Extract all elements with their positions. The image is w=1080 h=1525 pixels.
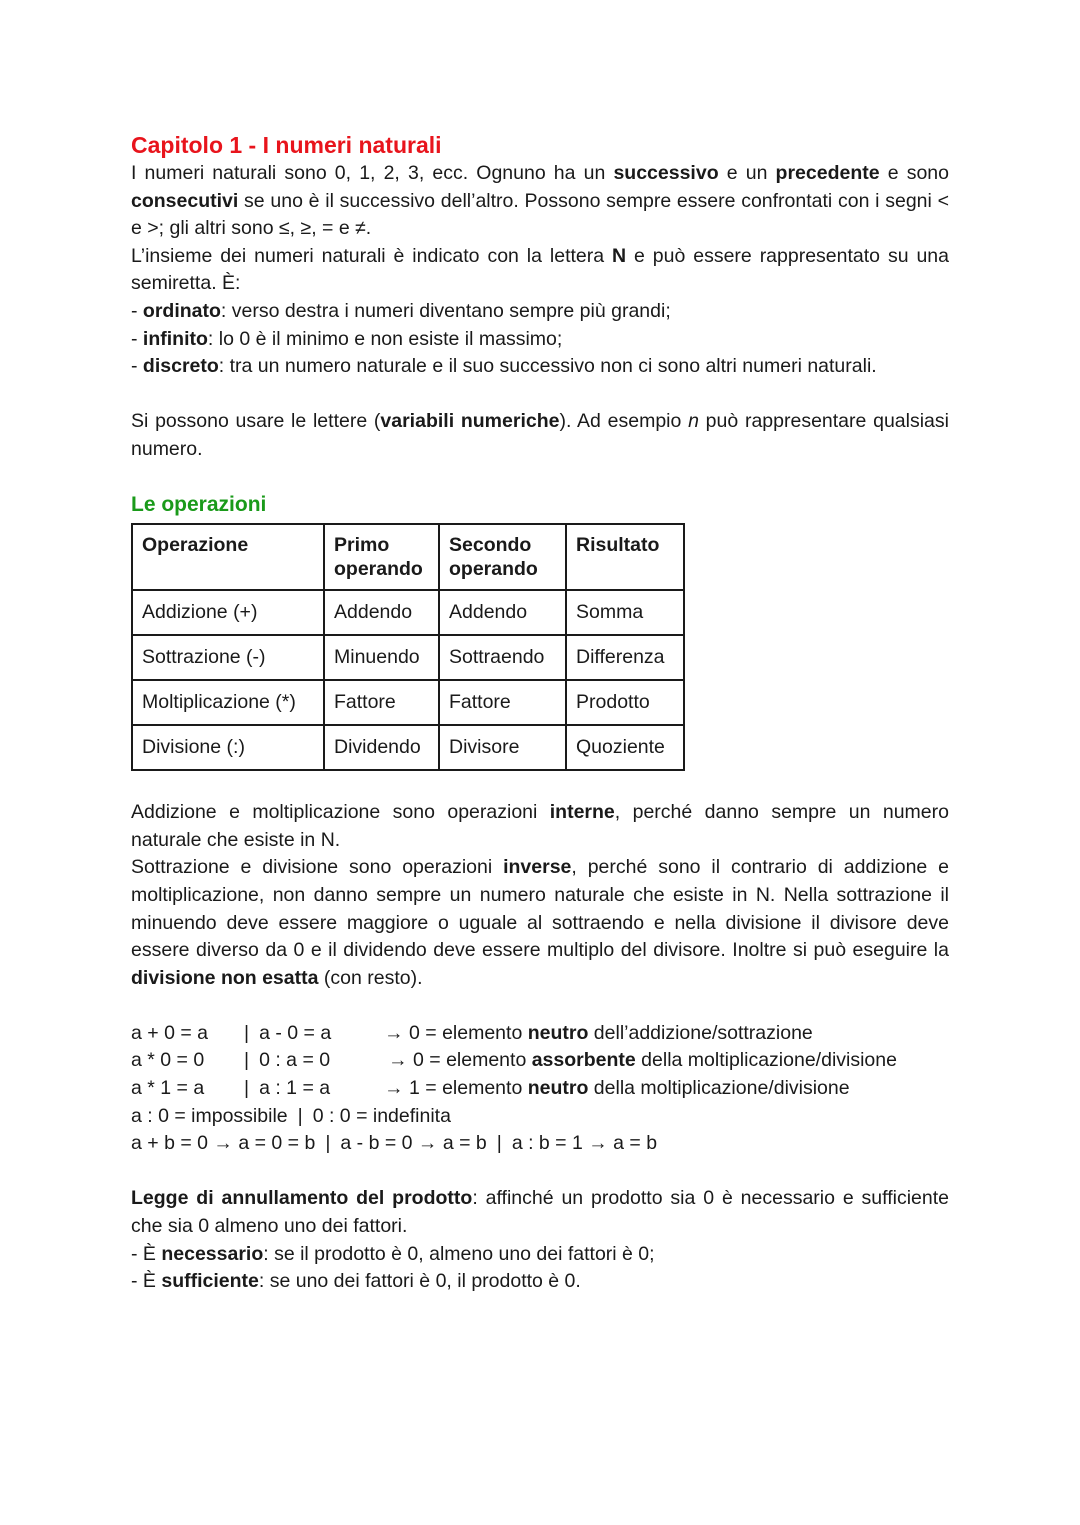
table-cell: Addizione (+) — [132, 590, 324, 635]
rule-term: neutro — [527, 1021, 589, 1044]
spacer — [131, 381, 949, 409]
table-cell: Moltiplicazione (*) — [132, 680, 324, 725]
table-cell: Prodotto — [566, 680, 684, 725]
text: Si possono usare le lettere ( — [131, 410, 381, 433]
table-cell: Sottraendo — [439, 635, 566, 680]
spacer — [131, 992, 949, 1020]
table-row — [132, 680, 684, 725]
formula: a * 0 = 0 — [131, 1049, 205, 1072]
rule-line — [131, 1020, 949, 1048]
formula: a : b = 1 → a = b — [511, 1132, 658, 1155]
variable-n: n — [688, 410, 699, 433]
table-row — [132, 725, 684, 770]
table-cell: Divisione (:) — [132, 725, 324, 770]
document-page — [131, 130, 949, 1296]
set-paragraph — [131, 243, 949, 298]
law-text: : se uno dei fattori è 0, il prodotto è 0. — [258, 1270, 581, 1293]
text: ). Ad esempio — [559, 410, 689, 433]
table-cell: Addendo — [439, 590, 566, 635]
table-cell: Dividendo — [324, 725, 439, 770]
text: e un — [718, 162, 776, 184]
law-item — [131, 1268, 949, 1296]
bullet: - — [131, 299, 143, 322]
rule-line — [131, 1047, 949, 1075]
table-cell: Divisore — [439, 725, 566, 770]
text: Addizione e moltiplicazione sono operazioni — [131, 801, 550, 824]
property-text: : verso destra i numeri diventano sempre più grandi; — [220, 299, 671, 322]
rule-line — [131, 1103, 949, 1131]
rule-note: dell’addizione/sottrazione — [588, 1021, 813, 1044]
variables-paragraph — [131, 408, 949, 463]
formula: a - b = 0 → a = b — [340, 1132, 487, 1155]
law-item — [131, 1241, 949, 1269]
text: , perché sono il contrario di addizione e moltiplicazione, non danno sempre un numero naturale che esiste in N. Nella sottrazione il minuendo deve essere maggiore o uguale al sottraendo e nella divisione il divisore deve essere diverso da 0 e il dividendo deve essere multiplo del divisore. Inoltre si può eseguire la — [131, 856, 950, 962]
text: e può essere rappresentato su una semiretta. È: — [131, 244, 949, 295]
header-cell: Secondo operando — [439, 524, 566, 590]
text: e sono — [879, 162, 949, 184]
formula: a * 1 = a — [131, 1077, 205, 1100]
term-consecutivi: consecutivi — [131, 189, 239, 212]
rule-note: → 1 = elemento — [384, 1077, 528, 1100]
rule-note: → 0 = elemento — [384, 1021, 528, 1044]
header-cell: Primo operando — [324, 524, 439, 590]
set-symbol-n: N — [612, 244, 627, 267]
text: L’insieme dei numeri naturali è indicato con la lettera — [131, 244, 613, 267]
spacer — [131, 771, 949, 799]
term-interne: interne — [549, 801, 615, 824]
bullet: - — [131, 355, 143, 378]
header-cell: Risultato — [566, 524, 684, 590]
property-text: : tra un numero naturale e il suo successivo non ci sono altri numeri naturali. — [218, 355, 877, 378]
section-title: Le operazioni — [131, 493, 267, 517]
table-row — [132, 590, 684, 635]
rules-block — [131, 1020, 949, 1158]
internal-operations-paragraph — [131, 799, 949, 854]
formula: 0 : a = 0 — [259, 1049, 331, 1072]
property-item — [131, 353, 949, 381]
table-cell: Fattore — [439, 680, 566, 725]
spacer — [131, 464, 949, 492]
property-list — [131, 298, 949, 381]
property-text: : lo 0 è il minimo e non esiste il massimo; — [207, 327, 563, 350]
table-cell: Quoziente — [566, 725, 684, 770]
intro-paragraph — [131, 160, 949, 243]
table-cell: Fattore — [324, 680, 439, 725]
operations-table — [131, 523, 685, 771]
formula: a : 1 = a — [259, 1077, 331, 1100]
formula: 0 : 0 = indefinita — [312, 1104, 451, 1127]
table-cell: Minuendo — [324, 635, 439, 680]
law-paragraph — [131, 1185, 949, 1240]
formula: a + 0 = a — [131, 1021, 208, 1044]
separator: | — [244, 1049, 250, 1072]
law-title: Legge di annullamento del prodotto — [131, 1187, 473, 1210]
table-cell: Differenza — [566, 635, 684, 680]
inverse-operations-paragraph — [131, 854, 949, 992]
spacer — [131, 1158, 949, 1186]
rule-term: assorbente — [531, 1049, 636, 1072]
text: I numeri naturali sono 0, 1, 2, 3, ecc. Ognuno ha un — [131, 162, 614, 184]
rule-note: → 0 = elemento — [388, 1049, 532, 1072]
formula: a + b = 0 → a = 0 = b — [131, 1132, 316, 1155]
term-divisione-non-esatta: divisione non esatta — [131, 966, 319, 989]
table-cell: Somma — [566, 590, 684, 635]
law-text: : se il prodotto è 0, almeno uno dei fattori è 0; — [263, 1242, 655, 1265]
bullet: - È — [131, 1270, 162, 1293]
separator: | — [244, 1021, 250, 1044]
text: : affinché un prodotto sia 0 è necessario e sufficiente che sia 0 almeno uno dei fattori. — [131, 1187, 950, 1238]
rule-line — [131, 1075, 949, 1103]
rule-term: neutro — [527, 1077, 589, 1100]
text: se uno è il successivo dell’altro. Possono sempre essere confrontati con i segni < e >; gli altri sono ≤, ≥, = e ≠. — [131, 189, 949, 240]
text: può rappresentare qualsiasi numero. — [131, 410, 949, 460]
bullet: - È — [131, 1242, 162, 1265]
rule-line — [131, 1130, 949, 1158]
term-variabili-numeriche: variabili numeriche — [380, 410, 560, 433]
term-inverse: inverse — [503, 856, 572, 879]
bullet: - — [131, 327, 143, 350]
text: (con resto). — [318, 966, 423, 989]
property-item — [131, 298, 949, 326]
rule-note: della moltiplicazione/divisione — [635, 1049, 897, 1072]
property-term: discreto — [142, 355, 219, 378]
separator: | — [496, 1132, 502, 1155]
property-term: ordinato — [142, 299, 221, 322]
table-cell: Sottrazione (-) — [132, 635, 324, 680]
rule-note: della moltiplicazione/divisione — [588, 1077, 850, 1100]
separator: | — [325, 1132, 331, 1155]
term-precedente: precedente — [775, 162, 880, 184]
separator: | — [297, 1104, 303, 1127]
term-successivo: successivo — [613, 162, 719, 184]
table-cell: Addendo — [324, 590, 439, 635]
formula: a - 0 = a — [259, 1021, 332, 1044]
property-item — [131, 326, 949, 354]
text: Sottrazione e divisione sono operazioni — [131, 856, 504, 879]
law-term: sufficiente — [161, 1270, 259, 1293]
table-header-row — [132, 524, 684, 590]
formula: a : 0 = impossibile — [131, 1104, 288, 1127]
separator: | — [244, 1077, 250, 1100]
table-row — [132, 635, 684, 680]
header-cell: Operazione — [132, 524, 324, 590]
property-term: infinito — [142, 327, 208, 350]
law-term: necessario — [161, 1242, 264, 1265]
text: , perché danno sempre un numero naturale che esiste in N. — [131, 801, 949, 851]
chapter-title: Capitolo 1 - I numeri naturali — [131, 132, 442, 158]
